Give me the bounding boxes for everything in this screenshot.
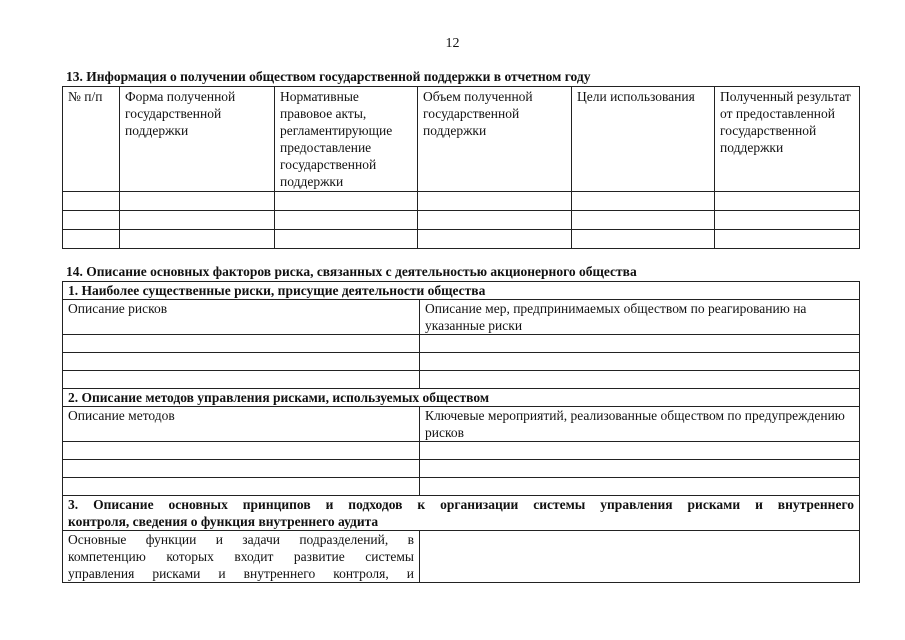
header-cell: Полученный результат от предоставленной государственной поддержки (715, 87, 860, 192)
risk-factors-table (62, 281, 860, 583)
table-row (63, 478, 860, 496)
header-cell: Ключевые мероприятий, реализованные обществом по предупреждению рисков (420, 407, 860, 442)
text-line: Основные функции и задачи подразделений, в (68, 532, 414, 547)
section-14-title: 14. Описание основных факторов риска, связанных с деятельностью акционерного общества (66, 264, 637, 279)
subsection-3-title-line: 3. Описание основных принципов и подходов к организации системы управления рисками и внутреннего (68, 497, 854, 512)
header-cell: Нормативные правовое акты, регламентирующие предоставление государственной поддержки (275, 87, 418, 192)
subsection-1-title: 1. Наиболее существенные риски, присущие деятельности общества (63, 282, 860, 300)
table-row (63, 211, 860, 230)
table-row (63, 353, 860, 371)
table-row (63, 230, 860, 249)
subsection-2-title: 2. Описание методов управления рисками, используемых обществом (63, 389, 860, 407)
functions-cell (63, 531, 420, 583)
subsection-3-title-line: контроля, сведения о функция внутреннего аудита (68, 514, 379, 529)
table-header-row (63, 407, 860, 442)
table-row (63, 442, 860, 460)
header-cell: Цели использования (572, 87, 715, 192)
text-line: управления рисками и внутреннего контроля, и (68, 566, 414, 581)
state-support-table (62, 86, 860, 249)
header-cell: Описание методов (63, 407, 420, 442)
header-cell: Форма полученной государственной поддержки (120, 87, 275, 192)
header-cell: Объем полученной государственной поддержки (418, 87, 572, 192)
subsection-3-title (63, 496, 860, 531)
section-13-title: 13. Информация о получении обществом государственной поддержки в отчетном году (66, 69, 591, 84)
subsection-title-row (63, 282, 860, 300)
table-header-row (63, 300, 860, 335)
subsection-title-row (63, 496, 860, 531)
header-cell: Описание рисков (63, 300, 420, 335)
table-row (63, 460, 860, 478)
header-cell: Описание мер, предпринимаемых обществом по реагированию на указанные риски (420, 300, 860, 335)
text-line: компетенцию которых входит развитие системы (68, 549, 414, 564)
page-number: 12 (445, 36, 460, 51)
table-row (63, 192, 860, 211)
table-row (63, 531, 860, 583)
header-cell: № п/п (63, 87, 120, 192)
subsection-title-row (63, 389, 860, 407)
table-row (63, 371, 860, 389)
table-row (63, 335, 860, 353)
table-header-row (63, 87, 860, 192)
